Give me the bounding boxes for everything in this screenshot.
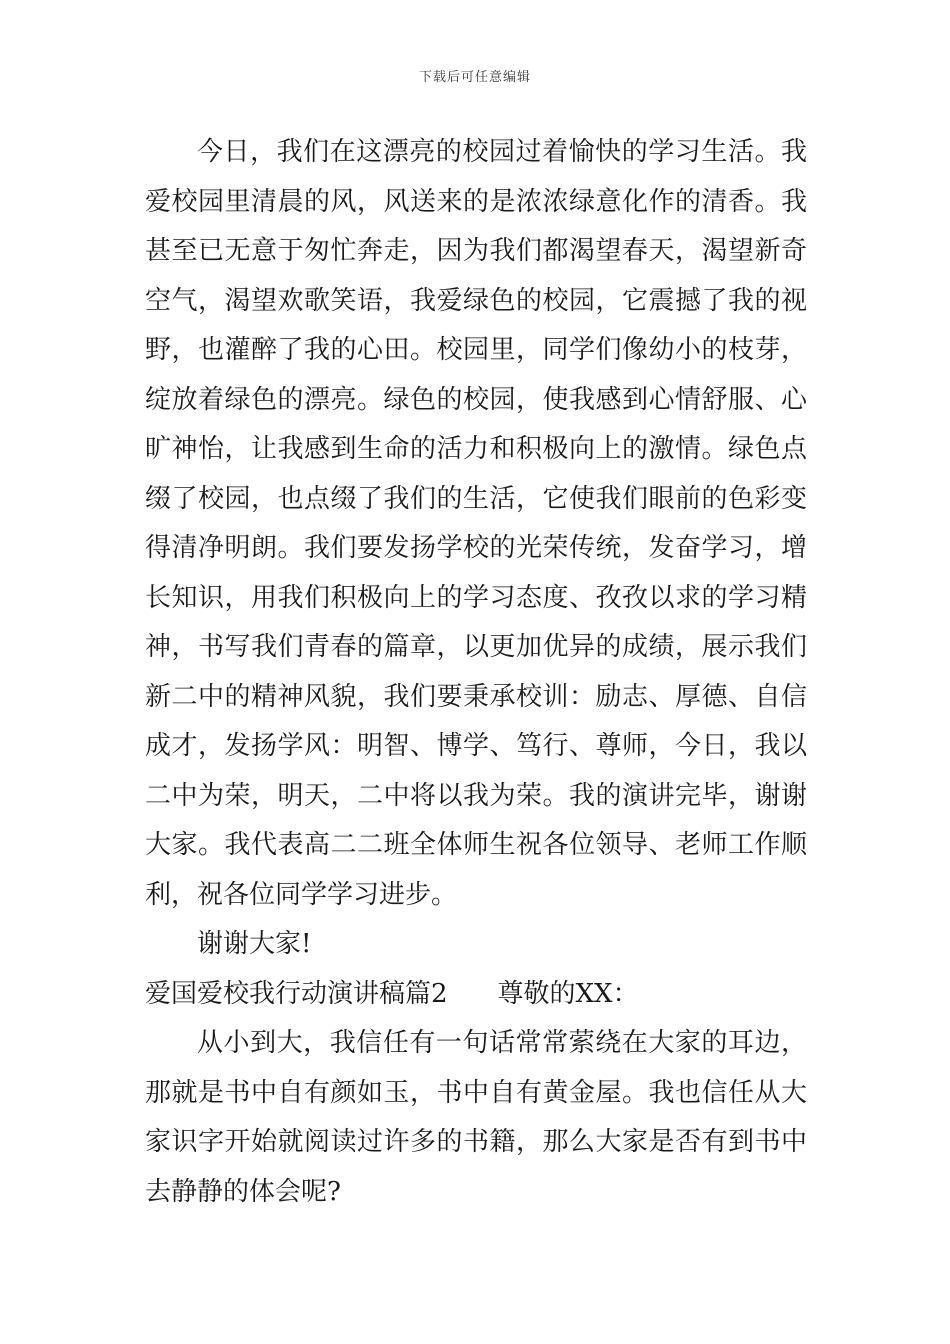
closing-thanks: 谢谢大家! [197, 929, 312, 959]
paragraph-speech-body: 今日，我们在这漂亮的校园过着愉快的学习生活。我爱校园里清晨的风，风送来的是浓浓绿意化作的清香。我甚至已无意于匆忙奔走，因为我们都渴望春天，渴望新奇空气，渴望欢歌笑语，我爱绿色的校园，它震撼了我的视野，也灌醉了我的心田。校园里，同学们像幼小的枝芽，绽放着绿色的漂亮。绿色的校园，使我感到心情舒服、心旷神怡，让我感到生命的活力和积极向上的激情。绿色点缀了校园，也点缀了我们的生活，它使我们眼前的色彩变得清净明朗。我们要发扬学校的光荣传统，发奋学习，增长知识，用我们积极向上的学习态度、孜孜以求的学习精神，书写我们青春的篇章，以更加优异的成绩，展示我们新二中的精神风貌，我们要秉承校训：励志、厚德、自信成才，发扬学风：明智、博学、笃行、尊师，今日，我以二中为荣，明天，二中将以我为荣。我的演讲完毕，谢谢大家。我代表高二二班全体师生祝各位领导、老师工作顺利，祝各位同学学习进步。 [145, 137, 807, 910]
document-body [145, 128, 807, 1217]
section-heading-line [145, 970, 807, 1020]
header-note: 下载后可任意编辑 [418, 70, 531, 85]
paragraph-second-speech: 从小到大，我信任有一句话常常萦绕在大家的耳边，那就是书中自有颜如玉，书中自有黄金屋。我也信任从大家识字开始就阅读过许多的书籍，那么大家是否有到书中去静静的体会呢? [145, 1028, 807, 1207]
salutation: 尊敬的XX： [497, 978, 639, 1009]
section-title: 爱国爱校我行动演讲稿篇2 [145, 978, 448, 1009]
